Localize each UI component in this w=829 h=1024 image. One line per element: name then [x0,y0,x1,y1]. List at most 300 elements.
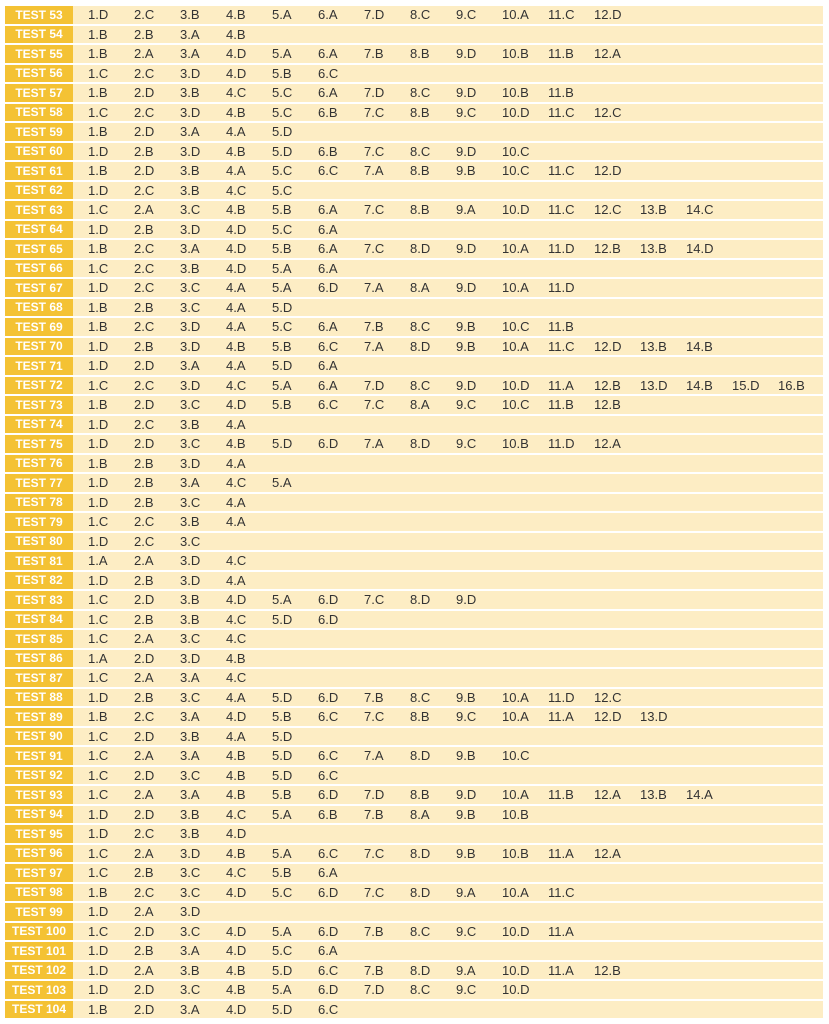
test-label: TEST 87 [5,669,73,687]
answer-list [73,26,272,44]
answer-cell: 1.C [88,611,109,627]
answer-list [73,1001,364,1019]
test-label: TEST 86 [5,650,73,668]
answer-cell: 9.B [456,319,476,335]
answer-cell: 3.C [180,280,201,296]
answer-cell: 8.D [410,592,431,608]
answer-cell: 5.C [272,884,293,900]
test-label: TEST 78 [5,494,73,512]
answer-cell: 8.B [410,46,430,62]
answer-cell: 12.B [594,241,621,257]
answer-row [5,357,823,375]
answer-cell: 5.A [272,982,292,998]
answer-row [5,377,823,395]
answer-cell: 6.A [318,943,338,959]
answer-cell: 1.C [88,670,109,686]
answer-row [5,923,823,941]
answer-cell: 3.B [180,85,200,101]
answer-cell: 2.D [134,436,155,452]
answer-cell: 6.D [318,611,339,627]
answer-cell: 5.C [272,182,293,198]
test-label: TEST 66 [5,260,73,278]
answer-cell: 3.B [180,728,200,744]
answer-cell: 3.B [180,611,200,627]
test-label: TEST 91 [5,747,73,765]
answer-row [5,747,823,765]
answer-cell: 9.C [456,923,477,939]
answer-row [5,630,823,648]
test-label: TEST 81 [5,552,73,570]
answer-cell: 8.C [410,7,431,23]
answer-cell: 3.B [180,826,200,842]
test-label: TEST 53 [5,6,73,24]
test-label: TEST 80 [5,533,73,551]
answer-list [73,65,364,83]
answer-row [5,494,823,512]
answer-list [73,221,364,239]
answer-cell: 7.B [364,319,384,335]
answer-cell: 11.D [548,280,575,296]
answer-cell: 7.C [364,845,385,861]
test-label: TEST 54 [5,26,73,44]
answer-cell: 1.D [88,436,109,452]
answer-cell: 8.C [410,319,431,335]
answer-row [5,806,823,824]
answer-cell: 12.D [594,163,622,179]
answer-row [5,591,823,609]
answer-cell: 7.D [364,7,385,23]
answer-row [5,552,823,570]
answer-cell: 16.B [778,377,805,393]
answer-cell: 10.C [502,143,530,159]
answer-cell: 9.D [456,280,477,296]
answer-cell: 5.D [272,728,293,744]
answer-cell: 12.A [594,787,621,803]
answer-cell: 3.C [180,397,201,413]
answer-cell: 7.C [364,592,385,608]
answer-cell: 1.C [88,260,109,276]
answer-cell: 8.A [410,806,430,822]
answer-row [5,767,823,785]
answer-cell: 4.B [226,650,246,666]
answer-list [73,260,364,278]
answer-cell: 3.B [180,7,200,23]
answer-row [5,864,823,882]
answer-list [73,299,318,317]
answer-cell: 1.D [88,338,109,354]
answer-cell: 13.B [640,241,667,257]
answer-cell: 3.D [180,319,201,335]
answer-list [73,279,594,297]
answer-cell: 5.B [272,65,292,81]
answer-cell: 9.D [456,85,477,101]
answer-cell: 10.D [502,202,530,218]
answer-cell: 4.A [226,319,246,335]
answer-row [5,825,823,843]
answer-cell: 11.B [548,787,574,803]
answer-cell: 7.A [364,280,384,296]
answer-cell: 4.C [226,553,247,569]
answer-cell: 1.B [88,1001,108,1017]
answer-cell: 3.D [180,553,201,569]
answer-cell: 2.C [134,241,155,257]
answer-cell: 6.A [318,221,338,237]
answer-row [5,650,823,668]
test-label: TEST 61 [5,162,73,180]
answer-cell: 12.C [594,104,622,120]
answer-cell: 8.D [410,338,431,354]
test-label: TEST 82 [5,572,73,590]
answer-cell: 4.D [226,826,247,842]
answer-list [73,162,640,180]
answer-cell: 4.D [226,1001,247,1017]
answer-cell: 9.A [456,884,476,900]
answer-list [73,357,364,375]
test-label: TEST 60 [5,143,73,161]
answer-cell: 3.B [180,416,200,432]
answer-cell: 1.D [88,943,109,959]
test-label: TEST 88 [5,689,73,707]
test-label: TEST 56 [5,65,73,83]
test-label: TEST 57 [5,84,73,102]
answer-cell: 11.A [548,377,574,393]
answer-row [5,221,823,239]
answer-cell: 7.D [364,787,385,803]
answer-cell: 3.C [180,494,201,510]
answer-cell: 7.C [364,884,385,900]
answer-cell: 5.D [272,1001,293,1017]
answer-cell: 4.C [226,806,247,822]
answer-list [73,474,318,492]
answer-cell: 4.B [226,845,246,861]
answer-cell: 14.B [686,338,713,354]
answer-cell: 11.C [548,202,575,218]
answer-cell: 4.B [226,7,246,23]
answer-cell: 5.B [272,338,292,354]
answer-cell: 1.C [88,631,109,647]
answer-cell: 10.A [502,884,529,900]
answer-cell: 5.D [272,611,293,627]
answer-cell: 3.D [180,572,201,588]
answer-cell: 4.D [226,592,247,608]
answer-cell: 4.D [226,884,247,900]
answer-cell: 5.A [272,260,292,276]
test-label: TEST 93 [5,786,73,804]
test-label: TEST 74 [5,416,73,434]
answer-cell: 1.A [88,650,108,666]
answer-cell: 6.D [318,982,339,998]
answer-cell: 9.A [456,962,476,978]
test-label: TEST 71 [5,357,73,375]
test-label: TEST 102 [5,962,73,980]
answer-cell: 1.C [88,787,109,803]
test-label: TEST 90 [5,728,73,746]
answer-cell: 2.A [134,748,154,764]
answer-cell: 5.B [272,241,292,257]
answer-cell: 3.C [180,865,201,881]
answer-cell: 6.D [318,436,339,452]
answer-cell: 5.A [272,7,292,23]
answer-row [5,318,823,336]
answer-cell: 3.B [180,514,200,530]
answer-cell: 14.A [686,787,713,803]
answer-cell: 8.D [410,241,431,257]
answer-cell: 4.D [226,260,247,276]
answer-cell: 4.A [226,280,246,296]
answer-row [5,162,823,180]
answer-cell: 5.A [272,806,292,822]
answer-cell: 2.A [134,787,154,803]
answer-cell: 10.A [502,689,529,705]
answer-cell: 3.C [180,533,201,549]
answer-cell: 5.A [272,845,292,861]
test-label: TEST 100 [5,923,73,941]
answer-cell: 3.D [180,377,201,393]
answer-cell: 1.C [88,845,109,861]
answer-cell: 2.A [134,202,154,218]
answer-cell: 4.B [226,787,246,803]
answer-cell: 11.A [548,962,574,978]
answer-cell: 13.B [640,787,667,803]
answer-cell: 3.D [180,455,201,471]
test-label: TEST 59 [5,123,73,141]
answer-row [5,689,823,707]
answer-list [73,572,272,590]
answer-cell: 8.B [410,104,430,120]
answer-cell: 4.D [226,65,247,81]
answer-cell: 3.D [180,221,201,237]
answer-cell: 3.A [180,241,200,257]
answer-cell: 6.A [318,7,338,23]
answer-cell: 7.D [364,85,385,101]
answer-cell: 7.C [364,143,385,159]
answer-cell: 10.D [502,962,530,978]
answer-cell: 3.D [180,650,201,666]
answer-cell: 14.B [686,377,713,393]
answer-cell: 2.D [134,982,155,998]
answer-row [5,123,823,141]
answer-cell: 5.D [272,299,293,315]
answer-cell: 3.C [180,982,201,998]
answer-cell: 12.B [594,962,621,978]
answer-cell: 2.D [134,767,155,783]
answer-cell: 1.C [88,104,109,120]
answer-cell: 10.C [502,163,530,179]
answer-cell: 12.A [594,845,621,861]
answer-row [5,279,823,297]
answer-list [73,396,640,414]
test-label: TEST 75 [5,435,73,453]
answer-cell: 8.C [410,689,431,705]
answer-cell: 2.B [134,221,154,237]
answer-cell: 11.D [548,689,575,705]
answer-row [5,143,823,161]
answer-cell: 7.B [364,923,384,939]
answer-cell: 11.B [548,85,574,101]
answer-list [73,650,272,668]
answer-cell: 1.B [88,455,108,471]
answer-cell: 1.D [88,572,109,588]
answer-row [5,572,823,590]
answer-cell: 4.D [226,46,247,62]
answer-cell: 10.C [502,319,530,335]
answer-list [73,84,594,102]
answer-cell: 10.A [502,787,529,803]
answer-cell: 6.A [318,85,338,101]
test-label: TEST 67 [5,279,73,297]
answer-row [5,728,823,746]
answer-cell: 4.A [226,299,246,315]
test-label: TEST 62 [5,182,73,200]
answer-cell: 7.C [364,241,385,257]
answer-cell: 5.D [272,436,293,452]
answer-cell: 12.C [594,689,622,705]
test-label: TEST 84 [5,611,73,629]
answer-cell: 14.D [686,241,714,257]
answer-cell: 6.A [318,377,338,393]
answer-list [73,533,226,551]
answer-cell: 6.C [318,163,339,179]
answer-row [5,182,823,200]
answer-cell: 10.B [502,46,529,62]
answer-cell: 10.D [502,923,530,939]
answer-cell: 6.C [318,709,339,725]
answer-cell: 5.A [272,475,292,491]
answer-list [73,923,594,941]
answer-cell: 3.C [180,631,201,647]
answer-cell: 4.C [226,670,247,686]
answer-cell: 12.A [594,46,621,62]
answer-cell: 3.D [180,143,201,159]
answer-cell: 5.C [272,163,293,179]
answer-cell: 9.C [456,709,477,725]
answer-cell: 8.D [410,748,431,764]
answer-cell: 6.D [318,689,339,705]
answer-cell: 4.B [226,962,246,978]
answer-row [5,474,823,492]
answer-cell: 8.D [410,884,431,900]
answer-cell: 3.B [180,592,200,608]
answer-row [5,845,823,863]
answer-cell: 5.A [272,46,292,62]
answer-cell: 2.D [134,806,155,822]
answer-list [73,435,640,453]
answer-cell: 11.C [548,884,575,900]
answer-cell: 5.A [272,923,292,939]
test-label: TEST 77 [5,474,73,492]
answer-cell: 6.D [318,787,339,803]
answer-cell: 2.C [134,514,155,530]
answer-cell: 9.C [456,982,477,998]
answer-cell: 11.C [548,163,575,179]
answer-cell: 6.D [318,280,339,296]
answer-cell: 2.B [134,338,154,354]
answer-list [73,669,272,687]
answer-cell: 1.D [88,689,109,705]
answer-cell: 2.D [134,124,155,140]
answer-cell: 10.B [502,85,529,101]
answer-cell: 6.A [318,865,338,881]
answer-list [73,591,502,609]
answer-row [5,240,823,258]
answer-cell: 3.D [180,904,201,920]
answer-cell: 12.D [594,709,622,725]
answer-list [73,377,824,395]
test-label: TEST 65 [5,240,73,258]
answer-row [5,201,823,219]
answer-cell: 5.D [272,748,293,764]
answer-cell: 6.C [318,65,339,81]
answer-cell: 3.A [180,26,200,42]
answer-cell: 6.C [318,397,339,413]
answer-cell: 9.C [456,436,477,452]
answer-cell: 2.B [134,689,154,705]
answer-cell: 4.A [226,689,246,705]
answer-cell: 6.C [318,962,339,978]
answer-cell: 2.A [134,553,154,569]
answer-cell: 1.D [88,982,109,998]
answer-cell: 1.B [88,397,108,413]
answer-cell: 6.A [318,46,338,62]
answer-cell: 1.D [88,7,109,23]
answer-cell: 6.B [318,806,338,822]
answer-row [5,416,823,434]
answer-cell: 4.B [226,26,246,42]
answer-row [5,26,823,44]
answer-cell: 10.D [502,377,530,393]
answer-list [73,201,732,219]
answer-cell: 1.D [88,416,109,432]
answer-cell: 2.B [134,143,154,159]
answer-cell: 5.D [272,689,293,705]
answer-cell: 7.A [364,163,384,179]
answer-cell: 13.D [640,709,668,725]
test-label: TEST 73 [5,396,73,414]
answer-cell: 6.D [318,592,339,608]
answer-cell: 1.B [88,26,108,42]
answer-cell: 2.A [134,845,154,861]
answer-cell: 3.D [180,338,201,354]
answer-cell: 5.C [272,221,293,237]
answer-cell: 5.A [272,592,292,608]
answer-row [5,981,823,999]
answer-cell: 1.B [88,319,108,335]
answer-cell: 4.D [226,943,247,959]
answer-cell: 6.A [318,319,338,335]
answer-row [5,455,823,473]
answer-cell: 7.C [364,397,385,413]
answer-list [73,845,640,863]
answer-cell: 3.A [180,475,200,491]
answer-cell: 2.D [134,923,155,939]
answer-cell: 1.C [88,865,109,881]
answer-cell: 3.D [180,104,201,120]
answer-cell: 8.D [410,962,431,978]
answer-cell: 1.D [88,962,109,978]
answer-cell: 1.D [88,182,109,198]
answer-list [73,689,640,707]
answer-row [5,611,823,629]
answer-cell: 2.C [134,377,155,393]
answer-cell: 11.B [548,397,574,413]
answer-list [73,630,272,648]
answer-row [5,435,823,453]
answer-cell: 9.D [456,46,477,62]
answer-cell: 13.B [640,338,667,354]
answer-cell: 3.C [180,299,201,315]
answer-cell: 6.C [318,845,339,861]
answer-cell: 1.B [88,85,108,101]
